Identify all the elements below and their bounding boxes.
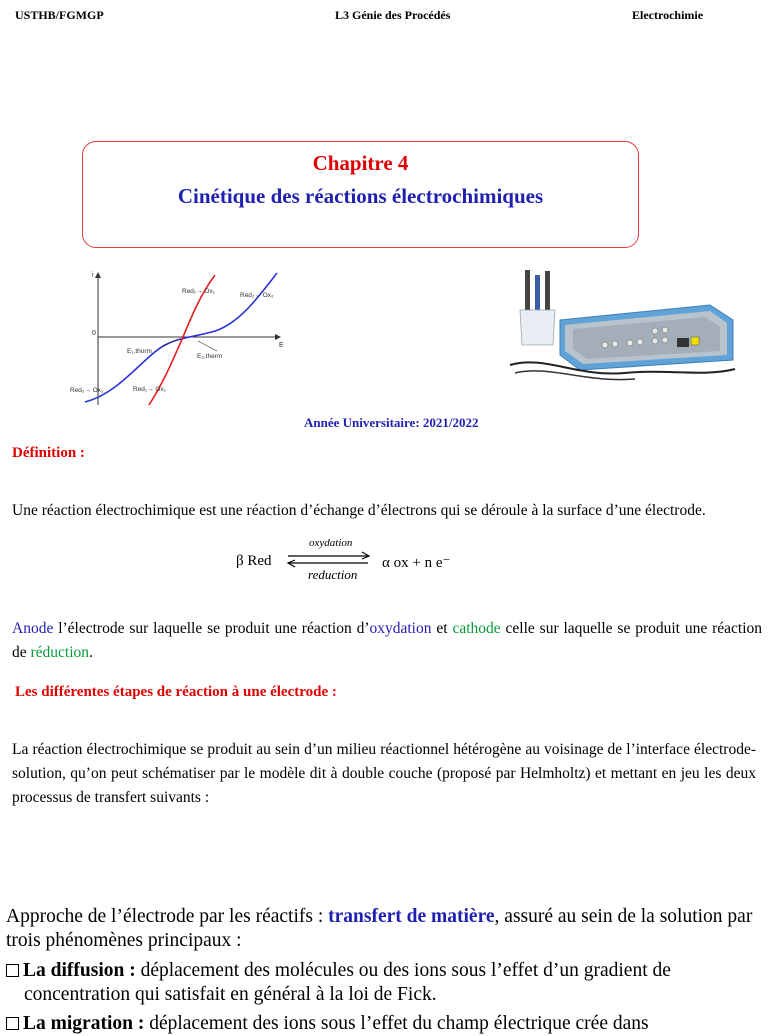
header-left: USTHB/FGMGP [15,8,104,22]
diffusion-term: La diffusion : [23,960,136,981]
anode-text-4: . [89,644,93,661]
oxidation-term: oxydation [369,620,432,637]
list-item-diffusion [6,959,760,1007]
checkbox-bullet-icon [6,964,19,977]
e-axis-label: E [279,342,284,349]
potentiostat-photo [505,265,737,385]
equation-right: α ox + n e⁻ [382,555,451,571]
reaction-equation [236,537,496,584]
approach-paragraph [6,905,760,953]
e1-pointer [162,339,178,347]
equation-left: β Red [236,553,272,569]
reduction-term: réduction [30,644,90,661]
e2-pointer [198,341,217,351]
steps-heading: Les différentes étapes de réaction à une électrode : [15,684,337,700]
migration-text: déplacement des ions sous l’effet du champ électrique crée dans [144,1013,649,1034]
diffusion-text: déplacement des molécules ou des ions sous l’effet d’un gradient de concentration qui satisfait en général à la loi de Fick. [24,960,671,1005]
i-axis-label: i [92,272,94,279]
anode-text-2: et [431,620,453,637]
academic-year: Année Universitaire: 2021/2022 [304,415,479,430]
label-e1: E₁,thorm [127,348,152,355]
steps-text: La réaction électrochimique se produit au sein d’un milieu réactionnel hétérogène au voisinage de l’interface électrode-solution, qu’on peut schématiser par le modèle dit à double couche (proposé par Helmholtz) et mettant en jeu les deux processus de transfert suivants : [12,741,756,806]
chapter-title-box [82,141,639,248]
anode-cathode-paragraph [12,617,762,665]
list-item-migration [6,1012,766,1036]
definition-text: Une réaction électrochimique est une réaction d’échange d’électrons qui se déroule à la surface d’une électrode. [12,502,706,519]
label-e2: E₂,therm [197,353,223,360]
mass-transfer-term: transfert de matière [328,906,495,927]
approach-text-2: , assuré au sein de la solution par trois phénomènes principaux : [6,906,753,951]
origin-label: 0 [92,330,96,337]
definition-heading: Définition : [12,445,85,461]
polarization-curve-figure [65,265,310,410]
label-red1-ox1-top: Red₁→ Ox₁ [182,288,215,295]
chapter-number: Chapitre 4 [312,151,409,175]
equation-bottom-label: reduction [308,567,358,582]
anode-text-3: celle sur laquelle se produit une réaction de [12,620,763,661]
equation-top-label: oxydation [309,537,353,549]
anode-text-1: l’électrode sur laquelle se produit une réaction d’ [53,620,370,637]
label-red2-ox2-bottom: Red₂→ Ox₂ [70,387,104,394]
label-red1-ox1-bottom: Red₁→ Ox₁ [133,386,166,393]
migration-term: La migration : [23,1013,145,1034]
header-right: Electrochimie [632,8,704,22]
cathode-term: cathode [452,620,501,637]
label-red2-ox2-top: Red₂→ Ox₂ [240,292,274,299]
header-center: L3 Génie des Procédés [335,8,451,22]
approach-text-1: Approche de l’électrode par les réactifs : [6,906,329,927]
chapter-title: Cinétique des réactions électrochimiques [177,184,544,208]
anode-term: Anode [12,620,54,637]
